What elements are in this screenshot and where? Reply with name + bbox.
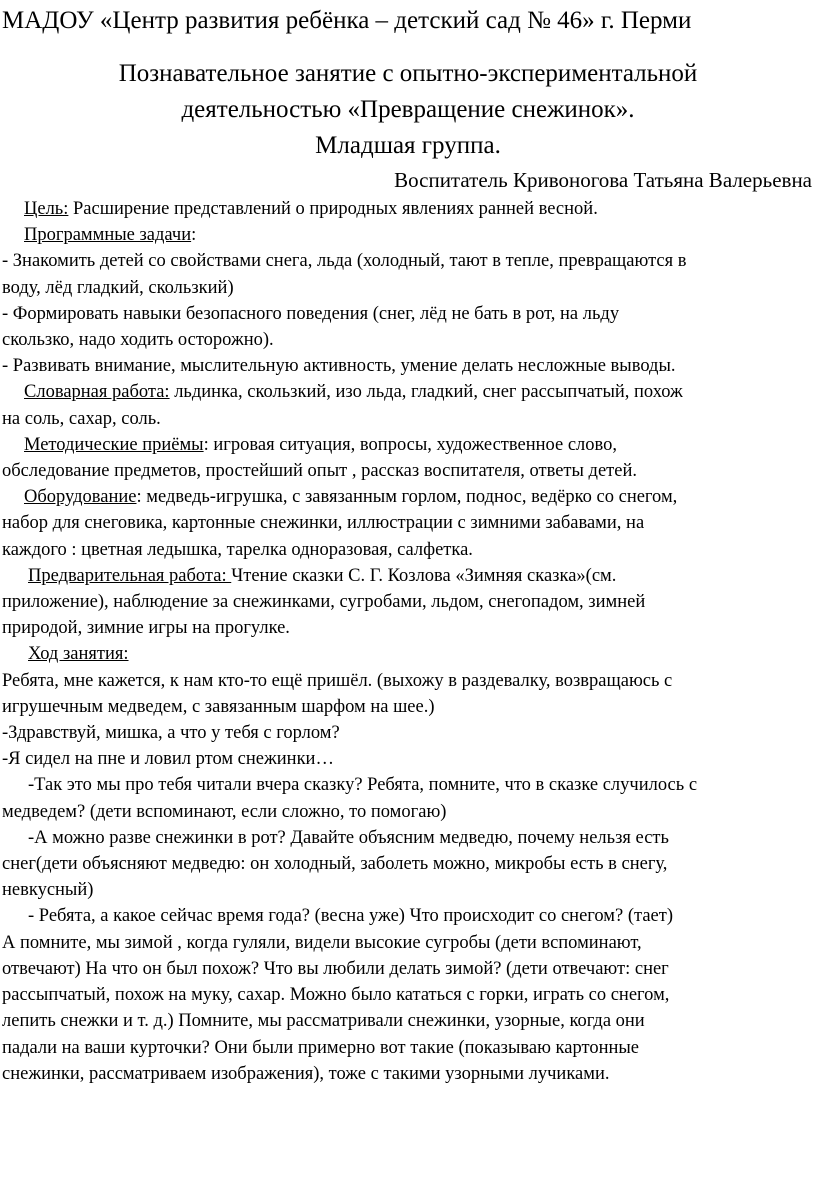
- methods-text: : игровая ситуация, вопросы, художественное слово,: [203, 434, 618, 455]
- equipment-label: Оборудование: [24, 487, 137, 508]
- course-line-4: -Я сидел на пне и ловил ртом снежинки…: [2, 749, 334, 770]
- vocab-text: льдинка, скользкий, изо льда, гладкий, снег рассыпчатый, похож: [169, 382, 683, 403]
- preliminary-line-3: природой, зимние игры на прогулке.: [2, 618, 290, 639]
- course-line-7: [2, 825, 814, 851]
- course-line-11: А помните, мы зимой , когда гуляли, видели высокие сугробы (дети вспоминают,: [2, 932, 642, 953]
- tasks-colon: :: [191, 225, 197, 246]
- methods-label: Методические приёмы: [24, 434, 204, 455]
- course-line-15: падали на ваши курточки? Они были примерно вот такие (показываю картонные: [2, 1037, 640, 1058]
- course-line-14: лепить снежки и т. д.) Помните, мы рассматривали снежинки, узорные, когда они: [2, 1011, 645, 1032]
- equipment-line-2: набор для снеговика, картонные снежинки, иллюстрации с зимними забавами, на: [2, 513, 645, 534]
- course-line-2: игрушечным медведем, с завязанным шарфом на шее.): [2, 696, 435, 717]
- equipment-line-3: каждого : цветная ледышка, тарелка одноразовая, салфетка.: [2, 539, 473, 560]
- vocab-paragraph: [2, 379, 814, 405]
- course-line-9: невкусный): [2, 880, 94, 901]
- course-line-10-text: - Ребята, а какое сейчас время года? (весна уже) Что происходит со снегом? (тает): [28, 906, 673, 927]
- task-3: - Развивать внимание, мыслительную активность, умение делать несложные выводы.: [2, 356, 676, 377]
- task-1-line-2: воду, лёд гладкий, скользкий): [2, 277, 234, 298]
- vocab-label: Словарная работа:: [24, 382, 170, 403]
- goal-label: Цель:: [24, 199, 69, 219]
- course-line-13: рассыпчатый, похож на муку, сахар. Можно было кататься с горки, играть со снегом,: [2, 985, 670, 1006]
- document-body: [2, 196, 814, 1087]
- preliminary-label: Предварительная работа:: [28, 565, 232, 586]
- task-2-line-1: - Формировать навыки безопасного поведения (снег, лёд не бать в рот, на льду: [2, 303, 620, 324]
- course-line-10: [2, 903, 814, 929]
- preliminary-text: Чтение сказки С. Г. Козлова «Зимняя сказка»(см.: [231, 565, 617, 586]
- course-heading: [2, 641, 814, 667]
- course-line-16: снежинки, рассматриваем изображения), тоже с такими узорными лучиками.: [2, 1063, 610, 1084]
- institution-header: МАДОУ «Центр развития ребёнка – детский сад № 46» г. Перми: [2, 7, 692, 34]
- preliminary-paragraph: [2, 563, 814, 589]
- lesson-title-line-1: Познавательное занятие с опытно-экспериментальной: [118, 60, 698, 87]
- course-line-5-text: -Так это мы про тебя читали вчера сказку? Ребята, помните, что в сказке случилось с: [28, 775, 698, 796]
- task-2-line-2: скользко, надо ходить осторожно).: [2, 330, 274, 351]
- course-line-12: отвечают) На что он был похож? Что вы любили делать зимой? (дети отвечают: снег: [2, 958, 669, 979]
- course-label: Ход занятия:: [28, 644, 129, 665]
- course-line-7-text: -А можно разве снежинки в рот? Давайте объясним медведю, почему нельзя есть: [28, 827, 669, 848]
- equipment-text: : медведь-игрушка, с завязанным горлом, поднос, ведёрко со снегом,: [136, 487, 678, 508]
- goal-paragraph: [2, 196, 814, 222]
- equipment-paragraph: [2, 484, 814, 510]
- group-title: Младшая группа.: [315, 132, 501, 159]
- course-line-3: -Здравствуй, мишка, а что у тебя с горлом?: [2, 723, 340, 744]
- course-line-6: медведем? (дети вспоминают, если сложно, то помогаю): [2, 801, 447, 822]
- goal-text: Расширение представлений о природных явлениях ранней весной.: [68, 199, 598, 219]
- course-line-1: Ребята, мне кажется, к нам кто-то ещё пришёл. (выхожу в раздевалку, возвращаюсь с: [2, 670, 673, 691]
- methods-line-2: обследование предметов, простейший опыт , рассказ воспитателя, ответы детей.: [2, 461, 637, 482]
- tasks-heading: [2, 222, 814, 248]
- preliminary-line-2: приложение), наблюдение за снежинками, сугробами, льдом, снегопадом, зимней: [2, 592, 646, 613]
- methods-paragraph: [2, 432, 814, 458]
- task-1-line-1: - Знакомить детей со свойствами снега, льда (холодный, тают в тепле, превращаются в: [2, 251, 687, 272]
- lesson-title-line-2: деятельностью «Превращение снежинок».: [181, 96, 635, 123]
- author-line: Воспитатель Кривоногова Татьяна Валерьевна: [394, 168, 812, 192]
- vocab-line-2: на соль, сахар, соль.: [2, 408, 161, 429]
- course-line-8: снег(дети объясняют медведю: он холодный, заболеть можно, микробы есть в снегу,: [2, 854, 668, 875]
- tasks-label: Программные задачи: [24, 225, 192, 246]
- course-line-5: [2, 772, 814, 798]
